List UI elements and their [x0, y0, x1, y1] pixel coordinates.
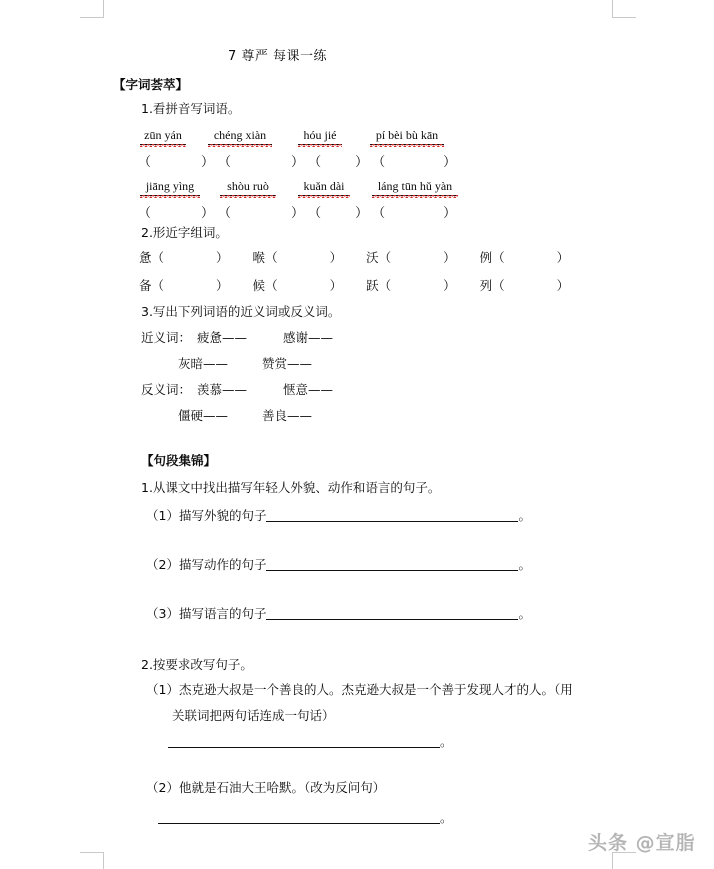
answer-bracket[interactable]: [308, 151, 368, 170]
section-heading-zici: 【字词荟萃】: [113, 77, 189, 92]
bracket-close: ）: [443, 278, 456, 293]
bracket-open: （: [372, 154, 386, 169]
answer-bracket[interactable]: [372, 151, 456, 170]
pinyin-row-1: [140, 128, 444, 145]
pinyin-word: kuǎn dài: [298, 179, 350, 196]
question-1-3-prompt: 3.写出下列词语的近义词或反义词。: [141, 304, 341, 319]
antonym-word: 羡慕——: [197, 382, 248, 397]
synonym-word: 感谢——: [283, 330, 334, 345]
toutiao-watermark: 头条 @宣脂: [588, 832, 696, 854]
item-end-punct: 。: [440, 810, 453, 825]
antonym-row-2: [178, 410, 312, 423]
bracket-open: （: [308, 205, 322, 220]
synonym-word: 疲惫——: [197, 330, 248, 345]
xingjinzi-char: 列: [479, 278, 493, 293]
synonym-row-1: [141, 332, 333, 345]
bracket-open: （: [372, 205, 386, 220]
bracket-open: （: [138, 154, 152, 169]
answer-bracket[interactable]: [138, 151, 214, 170]
answer-bracket[interactable]: [218, 202, 304, 221]
antonym-word: 善良——: [262, 408, 313, 423]
question-2-2-item-2-answer: [158, 810, 453, 825]
answer-line[interactable]: [266, 606, 518, 620]
bracket-close: ）: [556, 278, 570, 293]
xingjinzi-char: 沃: [366, 250, 379, 265]
pinyin-word: láng tūn hǔ yàn: [372, 179, 458, 196]
bracket-close: ）: [329, 278, 343, 293]
section-heading-juduan: 【句段集锦】: [141, 453, 217, 468]
question-2-1-item-3: [146, 606, 531, 621]
pinyin-word: pí bèi bù kān: [370, 128, 444, 145]
question-2-1-item-1: [146, 508, 531, 523]
bracket-close: ）: [443, 154, 457, 169]
pinyin-word: chéng xiàn: [208, 128, 272, 145]
antonym-row-1: [141, 384, 333, 397]
bracket-open: （: [218, 154, 232, 169]
bracket-open: （: [151, 278, 165, 293]
synonym-word: 灰暗——: [178, 356, 229, 371]
bracket-close: ）: [216, 250, 229, 265]
pinyin-word: zūn yán: [140, 128, 186, 145]
antonym-label: 反义词：: [141, 382, 192, 397]
antonym-word: 僵硬——: [178, 408, 229, 423]
bracket-close: ）: [355, 154, 369, 169]
answer-bracket-row-1: [138, 151, 456, 170]
answer-bracket[interactable]: [372, 202, 456, 221]
question-1-2-prompt: 2.形近字组词。: [141, 225, 228, 240]
item-label: （1）描写外貌的句子: [146, 508, 267, 523]
question-2-1-prompt: 1.从课文中找出描写年轻人外貌、动作和语言的句子。: [141, 480, 441, 495]
bracket-open: （: [308, 154, 322, 169]
question-2-2-item-1-line-2: 关联词把两句话连成一句话）: [172, 708, 335, 723]
answer-line[interactable]: [168, 734, 440, 748]
bracket-close: ）: [201, 154, 215, 169]
answer-bracket[interactable]: [138, 202, 214, 221]
question-2-2-item-1-line-1: （1）杰克逊大叔是一个善良的人。杰克逊大叔是一个善于发现人才的人。（用: [146, 682, 573, 697]
item-end-punct: 。: [518, 557, 531, 572]
bracket-close: ）: [291, 154, 305, 169]
bracket-close: ）: [355, 205, 369, 220]
xingjinzi-char: 跃: [366, 278, 379, 293]
bracket-close: ）: [556, 250, 570, 265]
page-title: 7 尊严 每课一练: [228, 49, 328, 64]
pinyin-word: shòu ruò: [220, 179, 276, 196]
item-end-punct: 。: [518, 508, 531, 523]
bracket-open: （: [265, 250, 278, 265]
xingjinzi-char: 惫: [139, 250, 152, 265]
answer-bracket[interactable]: [308, 202, 368, 221]
pinyin-word: hóu jié: [298, 128, 342, 145]
question-2-1-item-2: [146, 557, 531, 572]
pinyin-row-2: [140, 179, 458, 196]
xingjinzi-char: 例: [479, 250, 493, 265]
item-end-punct: 。: [440, 734, 453, 749]
question-2-2-item-2-line-1: （2）他就是石油大王哈默。（改为反问句）: [146, 780, 386, 795]
question-2-2-prompt: 2.按要求改写句子。: [141, 657, 253, 672]
xingjinzi-row-1: [139, 252, 569, 265]
antonym-word: 惬意——: [283, 382, 334, 397]
synonym-word: 赞赏——: [262, 356, 313, 371]
bracket-open: （: [492, 278, 505, 293]
bracket-close: ）: [291, 205, 305, 220]
bracket-close: ）: [201, 205, 215, 220]
bracket-close: ）: [329, 250, 343, 265]
synonym-label: 近义词：: [141, 330, 192, 345]
xingjinzi-char: 喉: [252, 250, 266, 265]
crop-mark-bottom-left: [80, 852, 104, 869]
xingjinzi-char: 候: [252, 278, 266, 293]
xingjinzi-row-2: [139, 280, 569, 293]
answer-bracket[interactable]: [218, 151, 304, 170]
answer-bracket-row-2: [138, 202, 456, 221]
item-label: （2）描写动作的句子: [146, 557, 267, 572]
item-end-punct: 。: [518, 606, 531, 621]
bracket-open: （: [151, 250, 165, 265]
bracket-close: ）: [443, 250, 456, 265]
bracket-open: （: [138, 205, 152, 220]
crop-mark-top-left: [80, 0, 104, 18]
answer-line[interactable]: [266, 557, 518, 571]
question-2-2-item-1-answer: [168, 734, 453, 749]
bracket-open: （: [378, 250, 392, 265]
answer-line[interactable]: [158, 810, 440, 824]
synonym-row-2: [178, 358, 312, 371]
answer-line[interactable]: [266, 508, 518, 522]
bracket-open: （: [492, 250, 505, 265]
crop-mark-top-right: [610, 0, 636, 18]
question-1-1-prompt: 1.看拼音写词语。: [141, 101, 241, 116]
bracket-open: （: [378, 278, 392, 293]
bracket-close: ）: [216, 278, 229, 293]
item-label: （3）描写语言的句子: [146, 606, 267, 621]
bracket-open: （: [218, 205, 232, 220]
pinyin-word: jiāng yìng: [140, 179, 200, 196]
xingjinzi-char: 备: [139, 278, 152, 293]
bracket-close: ）: [443, 205, 457, 220]
bracket-open: （: [265, 278, 278, 293]
